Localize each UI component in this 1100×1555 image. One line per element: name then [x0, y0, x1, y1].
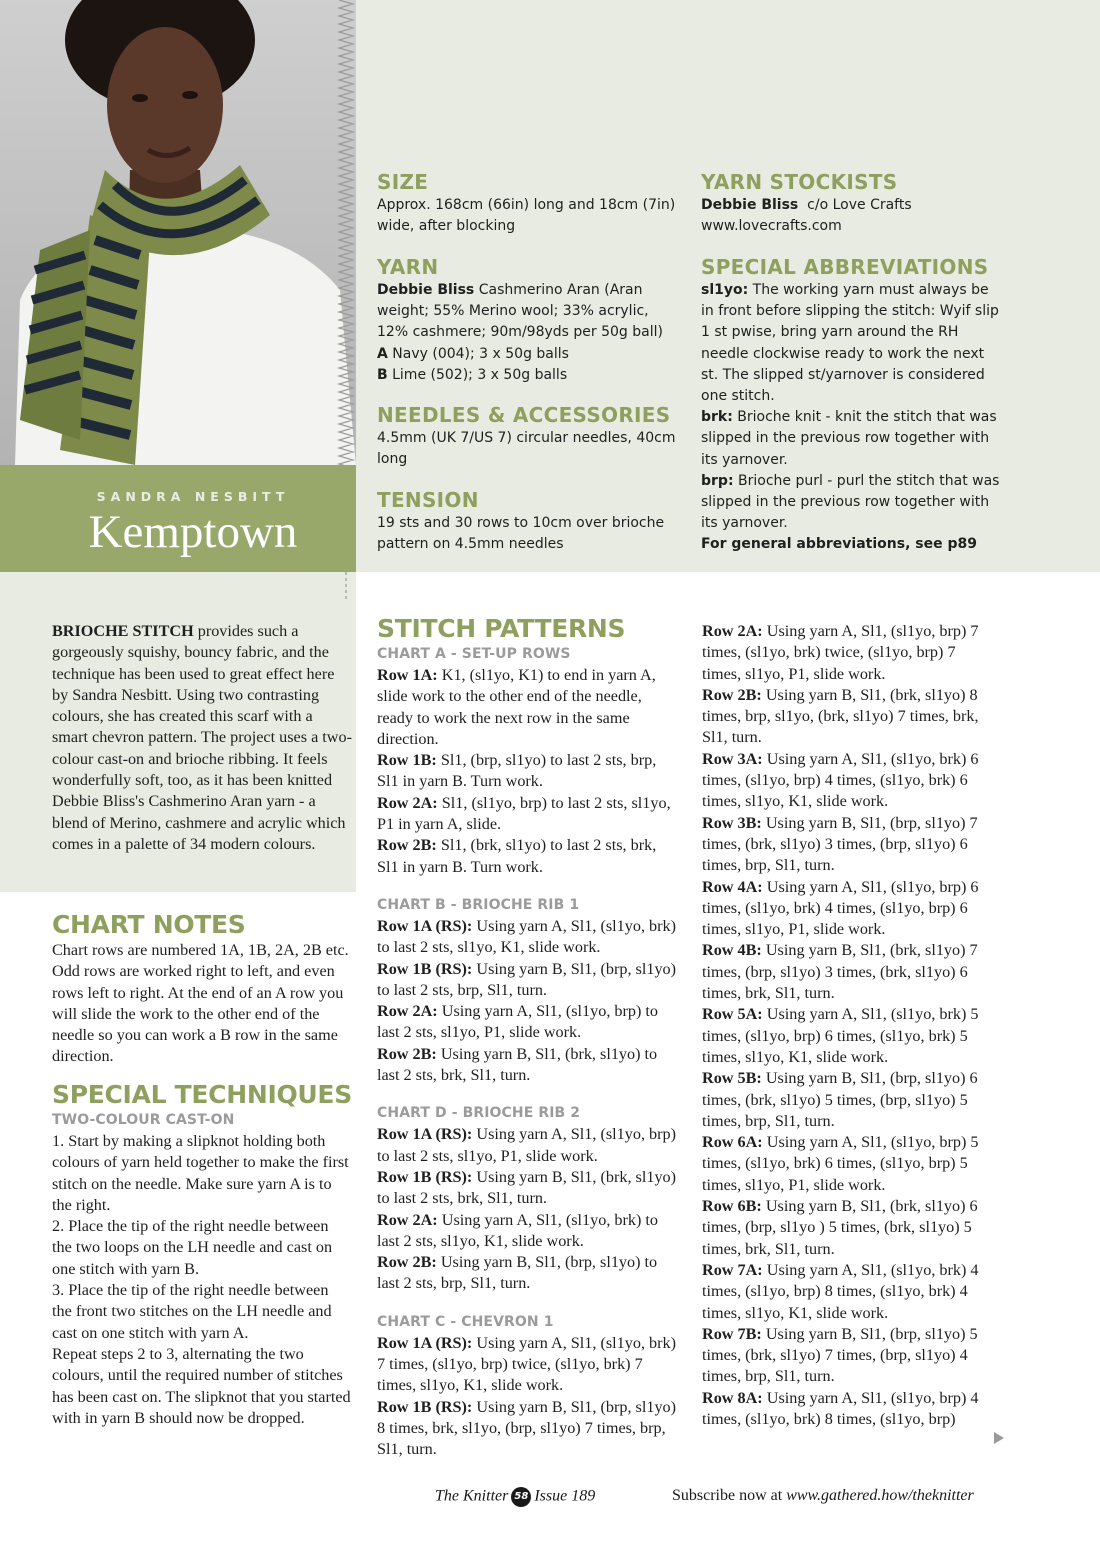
- general-abbreviations-note: For general abbreviations, see p89: [701, 536, 977, 553]
- stockists-text: Debbie Bliss c/o Love Crafts: [701, 197, 912, 213]
- chart-a-subheading: CHART A - SET-UP ROWS: [377, 646, 571, 662]
- chart-b-subheading: CHART B - BRIOCHE RIB 1: [377, 896, 580, 913]
- stockists-url[interactable]: www.lovecrafts.com: [701, 218, 842, 235]
- intro-text: BRIOCHE STITCH provides such a gorgeously squishy, bouncy fabric, and the technique has been used to great effect here by Sandra Nesbitt. Using two contrasting colours, she has created this scarf with a smart chevron pattern. The project uses a two-colour cast-on and brioche ribbing. It feels wonderfully soft, too, as it has been knitted Debbie Bliss's Cashmerino Aran yarn - a blend of Merino, cashmere and acrylic which comes in a palette of 34 modern colours.: [52, 622, 352, 853]
- chart-d-subheading: CHART D - BRIOCHE RIB 2: [377, 1105, 581, 1122]
- chart-d-row: Row 2A: Using yarn A, Sl1, (sl1yo, brk) to last 2 sts, sl1yo, K1, slide work.: [377, 1210, 659, 1250]
- chart-c-row: Row 5B: Using yarn B, Sl1, (brp, sl1yo) 6 times, (brk, sl1yo) 5 times, (brp, sl1yo) 5 times, brp, Sl1, turn.: [702, 1069, 978, 1130]
- chart-a-row: Row 2B: Sl1, (brk, sl1yo) to last 2 sts, brk, Sl1 in yarn B. Turn work.: [377, 836, 657, 876]
- special-techniques-section: [52, 1082, 352, 1429]
- chart-d-row: Row 1A (RS): Using yarn A, Sl1, (sl1yo, brp) to last 2 sts, sl1yo, P1, slide work.: [377, 1125, 677, 1165]
- yarn-description: Debbie Bliss Cashmerino Aran (Aran weight; 55% Merino wool; 33% acrylic, 12% cashmere; 90m/98yds per 50g ball): [377, 282, 663, 341]
- author-name: SANDRA NESBITT: [96, 489, 290, 504]
- abbrev-brp: brp: Brioche purl - purl the stitch that was slipped in the previous row together with its yarnover.: [701, 472, 1000, 532]
- cast-on-step: 3. Place the tip of the right needle between the front two stitches on the LH needle and cast on one stitch with yarn A.: [52, 1281, 332, 1342]
- cast-on-subheading: TWO-COLOUR CAST-ON: [52, 1112, 235, 1128]
- subscribe-link[interactable]: www.gathered.how/theknitter: [786, 1487, 974, 1504]
- yarn-section: [377, 257, 677, 386]
- cast-on-step: Repeat steps 2 to 3, alternating the two colours, until the required number of stitches has been cast on. The slipknot that you started with in yarn B should now be dropped.: [52, 1344, 351, 1427]
- chart-c-row: Row 8A: Using yarn A, Sl1, (sl1yo, brp) 4 times, (sl1yo, brk) 8 times, (sl1yo, brp): [702, 1388, 979, 1428]
- chart-c-row: Row 1A (RS): Using yarn A, Sl1, (sl1yo, brk) 7 times, (sl1yo, brp) twice, (sl1yo, brk) 7 times, sl1yo, K1, slide work.: [377, 1333, 677, 1395]
- chart-c-row: Row 3A: Using yarn A, Sl1, (sl1yo, brk) 6 times, (sl1yo, brp) 4 times, (sl1yo, brk) 6 times, sl1yo, K1, slide work.: [702, 749, 979, 811]
- chart-d-row: Row 1B (RS): Using yarn B, Sl1, (brk, sl1yo) to last 2 sts, brk, Sl1, turn.: [377, 1167, 677, 1208]
- chart-notes-section: [52, 912, 352, 1068]
- model-photo: [0, 0, 356, 465]
- pattern-title: Kemptown: [88, 506, 298, 558]
- chart-d-row: Row 2B: Using yarn B, Sl1, (brp, sl1yo) to last 2 sts, brp, Sl1, turn.: [377, 1253, 658, 1293]
- yarn-brand: Debbie Bliss: [377, 282, 475, 298]
- footer-magazine: The Knitter 58 Issue 189: [435, 1487, 595, 1507]
- cast-on-step: 2. Place the tip of the right needle between the two loops on the LH needle and cast on one stitch with yarn B.: [52, 1217, 333, 1278]
- footer-subscribe: Subscribe now at www.gathered.how/theknitter: [672, 1487, 974, 1504]
- chart-c-row: Row 2B: Using yarn B, Sl1, (brk, sl1yo) 8 times, brp, sl1yo, (brk, sl1yo) 7 times, brk, Sl1, turn.: [702, 685, 979, 747]
- abbrev-brk: brk: Brioche knit - knit the stitch that was slipped in the previous row together with its yarnover.: [701, 409, 997, 468]
- continue-arrow-icon: [992, 1430, 1006, 1446]
- chart-c-row: Row 1B (RS): Using yarn B, Sl1, (brp, sl1yo) 8 times, brk, sl1yo, (brp, sl1yo) 7 times, brp, Sl1, turn.: [377, 1397, 677, 1459]
- needles-section: [377, 405, 677, 470]
- chart-b-row: Row 2A: Using yarn A, Sl1, (sl1yo, brp) to last 2 sts, sl1yo, P1, slide work.: [377, 1002, 659, 1042]
- chart-a-row: Row 1A: K1, (sl1yo, K1) to end in yarn A, slide work to the other end of the needle, ready to work the next row in the same direction.: [377, 666, 656, 748]
- chart-notes-text: Chart rows are numbered 1A, 1B, 2A, 2B etc. Odd rows are worked right to left, and even rows left to right. At the end of an A row you will slide the work to the other end of the needle so you can work a B row in the same direction.: [52, 941, 349, 1066]
- chart-c-subheading: CHART C - CHEVRON 1: [377, 1313, 554, 1330]
- page-footer: [0, 1487, 1100, 1511]
- yarn-colour-b: B Lime (502); 3 x 50g balls: [377, 366, 568, 383]
- cast-on-step: 1. Start by making a slipknot holding both colours of yarn held together to make the first stitch on the needle. Make sure yarn A is to the right.: [52, 1132, 349, 1214]
- chart-c-row: Row 2A: Using yarn A, Sl1, (sl1yo, brp) 7 times, (sl1yo, brk) twice, (sl1yo, brp) 7 times, sl1yo, P1, slide work.: [702, 622, 979, 683]
- chart-b-row: Row 2B: Using yarn B, Sl1, (brk, sl1yo) to last 2 sts, brk, Sl1, turn.: [377, 1044, 658, 1085]
- needles-heading: NEEDLES & ACCESSORIES: [377, 403, 671, 427]
- stitch-patterns-heading: STITCH PATTERNS: [377, 614, 626, 643]
- stitch-patterns-column: [377, 616, 679, 1461]
- chart-b-row: Row 1B (RS): Using yarn B, Sl1, (brp, sl1yo) to last 2 sts, brp, Sl1, turn.: [377, 959, 677, 999]
- chart-c-row: Row 6B: Using yarn B, Sl1, (brk, sl1yo) 6 times, (brp, sl1yo ) 5 times, (brk, sl1yo) 5 times, brk, Sl1, turn.: [702, 1197, 978, 1258]
- chart-c-row: Row 6A: Using yarn A, Sl1, (sl1yo, brp) 5 times, (sl1yo, brk) 6 times, (sl1yo, brp) 5 times, sl1yo, P1, slide work.: [702, 1133, 979, 1194]
- abbrev-sl1yo: sl1yo: The working yarn must always be in front before slipping the stitch: Wyif slip 1 st pwise, bring yarn around the RH needle clockwise ready to work the next st. The slipped st/yarnover is considered one stitch.: [701, 282, 999, 405]
- page-number: 58: [511, 1487, 531, 1507]
- chart-c-continued-column: [702, 621, 987, 1430]
- chart-c-row: Row 3B: Using yarn B, Sl1, (brp, sl1yo) 7 times, (brk, sl1yo) 3 times, (brp, sl1yo) 6 times, brp, Sl1, turn.: [702, 813, 978, 875]
- tension-heading: TENSION: [377, 488, 479, 512]
- chart-b-row: Row 1A (RS): Using yarn A, Sl1, (sl1yo, brk) to last 2 sts, sl1yo, K1, slide work.: [377, 916, 677, 957]
- tension-section: [377, 490, 677, 555]
- model-illustration: [0, 0, 356, 465]
- chart-a-row: Row 2A: Sl1, (sl1yo, brp) to last 2 sts, sl1yo, P1 in yarn A, slide.: [377, 793, 671, 834]
- chart-c-row: Row 4B: Using yarn B, Sl1, (brk, sl1yo) 7 times, (brp, sl1yo) 3 times, (brk, sl1yo) 6 times, brk, Sl1, turn.: [702, 941, 978, 1003]
- size-heading: SIZE: [377, 170, 429, 194]
- chart-c-row: Row 7A: Using yarn A, Sl1, (sl1yo, brk) 4 times, (sl1yo, brp) 8 times, (sl1yo, brk) 4 times, sl1yo, K1, slide work.: [702, 1260, 979, 1322]
- needles-text: 4.5mm (UK 7/US 7) circular needles, 40cm long: [377, 430, 676, 468]
- size-text: Approx. 168cm (66in) long and 18cm (7in) wide, after blocking: [377, 197, 676, 235]
- yarn-colour-a: A Navy (004); 3 x 50g balls: [377, 345, 569, 362]
- title-block: [0, 465, 356, 572]
- tension-text: 19 sts and 30 rows to 10cm over brioche pattern on 4.5mm needles: [377, 515, 665, 553]
- intro-lead: BRIOCHE STITCH: [52, 622, 194, 640]
- chart-c-row: Row 4A: Using yarn A, Sl1, (sl1yo, brp) 6 times, (sl1yo, brk) 4 times, (sl1yo, brp) 6 times, sl1yo, P1, slide work.: [702, 877, 979, 939]
- chart-c-row: Row 7B: Using yarn B, Sl1, (brp, sl1yo) 5 times, (brk, sl1yo) 7 times, (brp, sl1yo) 4 times, brp, Sl1, turn.: [702, 1324, 978, 1386]
- stockists-heading: YARN STOCKISTS: [701, 170, 898, 194]
- abbreviations-section: [701, 257, 1001, 556]
- special-techniques-heading: SPECIAL TECHNIQUES: [52, 1080, 352, 1109]
- stockists-section: [701, 172, 912, 237]
- size-section: [377, 172, 677, 237]
- chart-notes-heading: CHART NOTES: [52, 910, 246, 939]
- abbreviations-heading: SPECIAL ABBREVIATIONS: [701, 255, 989, 279]
- chart-a-row: Row 1B: Sl1, (brp, sl1yo) to last 2 sts, brp, Sl1 in yarn B. Turn work.: [377, 751, 657, 791]
- chart-c-row: Row 5A: Using yarn A, Sl1, (sl1yo, brk) 5 times, (sl1yo, brp) 6 times, (sl1yo, brk) 5 times, sl1yo, K1, slide work.: [702, 1005, 979, 1066]
- yarn-heading: YARN: [377, 255, 439, 279]
